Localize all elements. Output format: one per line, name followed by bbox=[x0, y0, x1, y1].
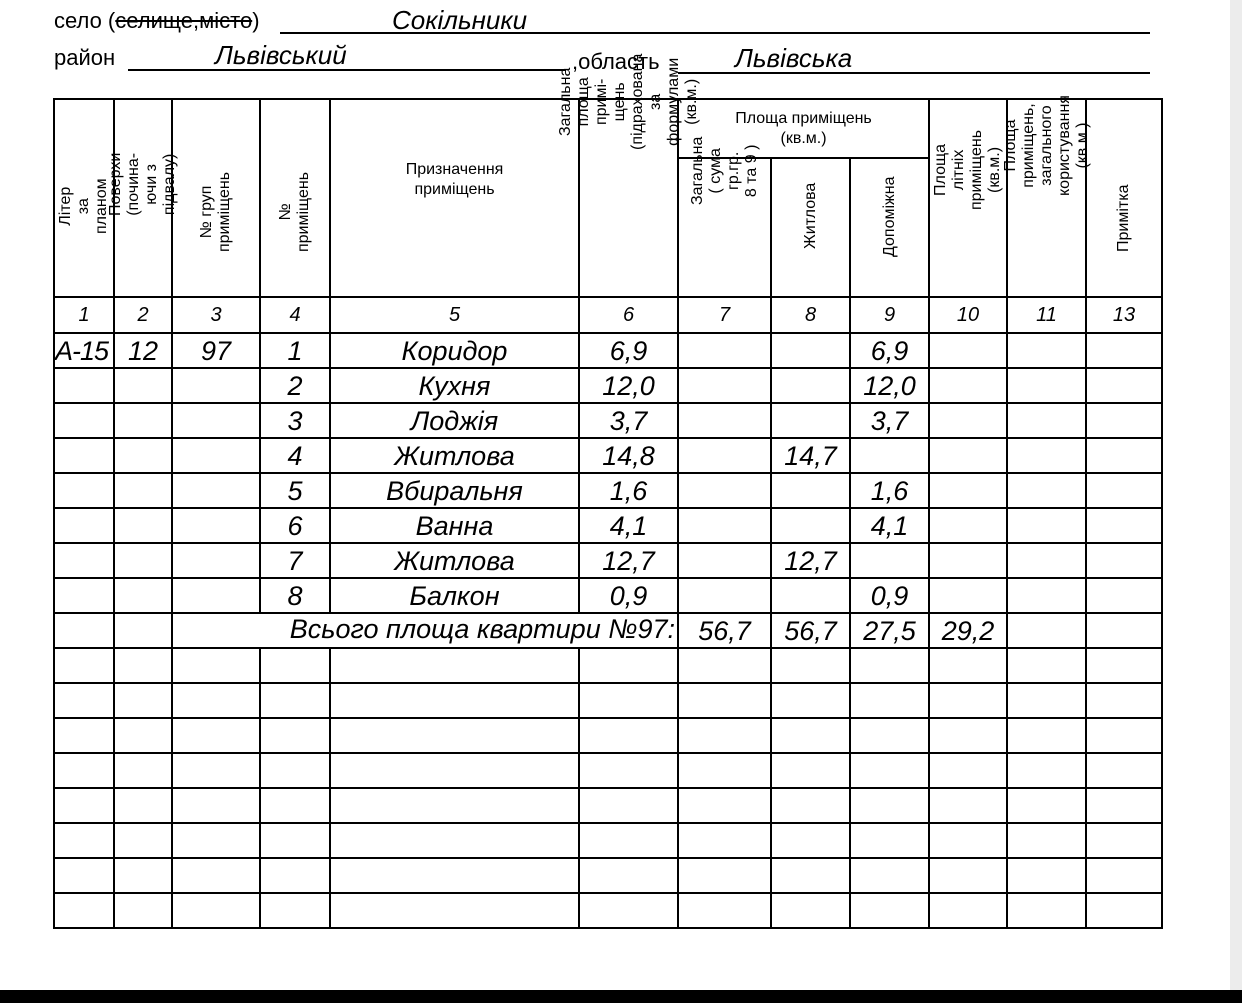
table-row bbox=[54, 403, 1162, 438]
col-summer-title: Площа літніх приміщень (кв.м.) bbox=[932, 129, 1004, 210]
blank-row bbox=[54, 788, 1162, 823]
col-floor-header bbox=[107, 99, 178, 297]
cell-living: 14,7 bbox=[771, 438, 850, 473]
cell-aux bbox=[850, 543, 929, 578]
cell-floor bbox=[114, 473, 172, 508]
cell-aux: 1,6 bbox=[850, 473, 929, 508]
empty-cell bbox=[678, 473, 771, 508]
empty-cell bbox=[850, 788, 929, 823]
col-common-title: Площа приміщень, загального користування (кв.м.) bbox=[1001, 95, 1091, 196]
empty-cell bbox=[54, 683, 114, 718]
empty-cell bbox=[54, 858, 114, 893]
empty-cell bbox=[929, 508, 1007, 543]
cell-aux bbox=[850, 438, 929, 473]
empty-cell bbox=[1086, 403, 1162, 438]
empty-cell bbox=[54, 648, 114, 683]
cell-aux: 6,9 bbox=[850, 333, 929, 368]
empty-cell bbox=[1007, 543, 1086, 578]
empty-cell bbox=[850, 893, 929, 928]
village-value: Сокільники bbox=[392, 5, 528, 35]
empty-cell bbox=[929, 788, 1007, 823]
empty-cell bbox=[330, 683, 579, 718]
empty-cell bbox=[678, 508, 771, 543]
cell-no: 1 bbox=[260, 333, 330, 368]
empty-cell bbox=[1086, 508, 1162, 543]
cell-living bbox=[771, 403, 850, 438]
empty-cell bbox=[1086, 823, 1162, 858]
col-liter-title: Літер за планом bbox=[57, 178, 110, 234]
empty-cell bbox=[1086, 788, 1162, 823]
col-liter-header bbox=[54, 99, 114, 297]
empty-cell bbox=[678, 858, 771, 893]
col-living-title: Житлова bbox=[801, 182, 819, 249]
cell-living bbox=[771, 333, 850, 368]
empty-cell bbox=[1086, 578, 1162, 613]
cell-no: 7 bbox=[260, 543, 330, 578]
empty-cell bbox=[1007, 823, 1086, 858]
cell-group bbox=[172, 403, 260, 438]
empty-cell bbox=[771, 858, 850, 893]
col-number: 8 bbox=[771, 297, 850, 333]
col-note-header bbox=[1086, 99, 1162, 297]
summary-living: 27,5 bbox=[850, 613, 929, 648]
village-label-close: ) bbox=[252, 8, 260, 33]
empty-cell bbox=[1007, 333, 1086, 368]
empty-cell bbox=[929, 543, 1007, 578]
blank-row bbox=[54, 718, 1162, 753]
empty-cell bbox=[260, 788, 330, 823]
empty-cell bbox=[579, 648, 678, 683]
empty-cell bbox=[1086, 333, 1162, 368]
col-note-title: Примітка bbox=[1115, 184, 1133, 252]
col-summer-header bbox=[929, 99, 1007, 297]
blank-row bbox=[54, 683, 1162, 718]
empty-cell bbox=[1086, 648, 1162, 683]
empty-cell bbox=[330, 788, 579, 823]
table-row bbox=[54, 333, 1162, 368]
table-row bbox=[54, 508, 1162, 543]
col-common-header bbox=[1001, 95, 1091, 297]
empty-cell bbox=[54, 823, 114, 858]
empty-cell bbox=[1007, 508, 1086, 543]
empty-cell bbox=[330, 648, 579, 683]
empty-cell bbox=[579, 858, 678, 893]
col-number: 10 bbox=[929, 297, 1007, 333]
empty-cell bbox=[929, 648, 1007, 683]
empty-cell bbox=[1007, 403, 1086, 438]
empty-cell bbox=[678, 368, 771, 403]
cell-living: 12,7 bbox=[771, 543, 850, 578]
cell-group bbox=[172, 543, 260, 578]
empty-cell bbox=[771, 718, 850, 753]
cell-liter bbox=[54, 543, 114, 578]
cell-group: 97 bbox=[172, 333, 260, 368]
empty-cell bbox=[1007, 683, 1086, 718]
empty-cell bbox=[260, 893, 330, 928]
empty-cell bbox=[172, 788, 260, 823]
cell-total: 6,9 bbox=[579, 333, 678, 368]
empty-cell bbox=[929, 368, 1007, 403]
empty-cell bbox=[929, 403, 1007, 438]
cell-aux: 3,7 bbox=[850, 403, 929, 438]
cell-name: Балкон bbox=[330, 578, 579, 613]
empty-cell bbox=[114, 718, 172, 753]
empty-cell bbox=[929, 333, 1007, 368]
cell-living bbox=[771, 578, 850, 613]
empty-cell bbox=[172, 648, 260, 683]
blank-row bbox=[54, 823, 1162, 858]
cell-floor bbox=[114, 438, 172, 473]
district-value: Львівський bbox=[215, 40, 347, 70]
area-group-title: Площа приміщень (кв.м.) bbox=[735, 109, 872, 147]
village-label-text: село ( bbox=[54, 8, 116, 33]
empty-cell bbox=[114, 753, 172, 788]
cell-group bbox=[172, 438, 260, 473]
cell-liter bbox=[54, 473, 114, 508]
empty-cell bbox=[1007, 473, 1086, 508]
cell-no: 4 bbox=[260, 438, 330, 473]
summary-empty-cell bbox=[1086, 613, 1162, 648]
cell-no: 6 bbox=[260, 508, 330, 543]
col-floor-title: Поверхи (почина- ючи з підвалу) bbox=[107, 152, 178, 216]
empty-cell bbox=[929, 823, 1007, 858]
table-row bbox=[54, 543, 1162, 578]
col-number: 13 bbox=[1086, 297, 1162, 333]
empty-cell bbox=[929, 858, 1007, 893]
table-row bbox=[54, 438, 1162, 473]
cell-group bbox=[172, 578, 260, 613]
empty-cell bbox=[172, 718, 260, 753]
blank-row bbox=[54, 893, 1162, 928]
empty-cell bbox=[1086, 473, 1162, 508]
cell-name: Кухня bbox=[330, 368, 579, 403]
col-number: 3 bbox=[172, 297, 260, 333]
empty-cell bbox=[1086, 753, 1162, 788]
cell-group bbox=[172, 473, 260, 508]
empty-cell bbox=[260, 648, 330, 683]
col-sum-title: Загальна ( сума гр.гр. 8 та 9 ) bbox=[688, 136, 760, 205]
empty-cell bbox=[330, 718, 579, 753]
village-label bbox=[54, 8, 260, 34]
col-group-title: № груп приміщень bbox=[198, 171, 233, 252]
cell-floor: 12 bbox=[114, 333, 172, 368]
col-total-area-title: Загальна площа примі- щень (підрахована за формулами (кв.м.) bbox=[556, 53, 700, 150]
empty-cell bbox=[172, 823, 260, 858]
summary-total: 56,7 bbox=[678, 613, 771, 648]
cell-total: 3,7 bbox=[579, 403, 678, 438]
empty-cell bbox=[172, 858, 260, 893]
cell-living bbox=[771, 368, 850, 403]
empty-cell bbox=[260, 753, 330, 788]
summary-empty-cell bbox=[54, 613, 114, 648]
empty-cell bbox=[1007, 858, 1086, 893]
empty-cell bbox=[579, 718, 678, 753]
cell-no: 3 bbox=[260, 403, 330, 438]
col-number: 1 bbox=[54, 297, 114, 333]
village-type-strikethrough: селище,місто bbox=[115, 8, 253, 33]
col-aux-header bbox=[850, 158, 929, 297]
empty-cell bbox=[678, 438, 771, 473]
empty-cell bbox=[771, 683, 850, 718]
col-group-header bbox=[172, 99, 260, 297]
district-underline bbox=[128, 69, 566, 71]
empty-cell bbox=[54, 718, 114, 753]
empty-cell bbox=[1007, 578, 1086, 613]
cell-liter bbox=[54, 438, 114, 473]
col-number: 11 bbox=[1007, 297, 1086, 333]
region-value: Львівська bbox=[735, 43, 853, 73]
empty-cell bbox=[678, 543, 771, 578]
empty-cell bbox=[54, 788, 114, 823]
cell-total: 4,1 bbox=[579, 508, 678, 543]
cell-liter bbox=[54, 578, 114, 613]
empty-cell bbox=[172, 753, 260, 788]
empty-cell bbox=[850, 753, 929, 788]
cell-aux: 12,0 bbox=[850, 368, 929, 403]
empty-cell bbox=[678, 578, 771, 613]
empty-cell bbox=[1086, 368, 1162, 403]
col-number: 9 bbox=[850, 297, 929, 333]
empty-cell bbox=[260, 683, 330, 718]
empty-cell bbox=[771, 788, 850, 823]
empty-cell bbox=[114, 893, 172, 928]
summary-label-cell bbox=[172, 613, 678, 648]
col-number: 4 bbox=[260, 297, 330, 333]
summary-empty-cell bbox=[1007, 613, 1086, 648]
cell-liter: А-15 bbox=[54, 333, 114, 368]
empty-cell bbox=[114, 823, 172, 858]
cell-floor bbox=[114, 403, 172, 438]
cell-total: 0,9 bbox=[579, 578, 678, 613]
cell-liter bbox=[54, 368, 114, 403]
col-living-header bbox=[771, 158, 850, 297]
header-row bbox=[54, 99, 1162, 158]
blank-row bbox=[54, 858, 1162, 893]
col-aux-title: Допоміжна bbox=[880, 176, 898, 257]
empty-cell bbox=[850, 858, 929, 893]
empty-cell bbox=[172, 893, 260, 928]
empty-cell bbox=[678, 788, 771, 823]
col-purpose-title: Призначення приміщень bbox=[405, 161, 504, 198]
empty-cell bbox=[172, 683, 260, 718]
cell-total: 12,7 bbox=[579, 543, 678, 578]
cell-group bbox=[172, 508, 260, 543]
col-sum-header bbox=[678, 136, 771, 297]
summary-sum: 56,7 bbox=[771, 613, 850, 648]
column-numbers-row bbox=[54, 297, 1162, 333]
empty-cell bbox=[260, 858, 330, 893]
col-number: 5 bbox=[330, 297, 579, 333]
empty-cell bbox=[114, 648, 172, 683]
cell-floor bbox=[114, 508, 172, 543]
cell-floor bbox=[114, 368, 172, 403]
page-edge bbox=[1230, 0, 1242, 990]
blank-row bbox=[54, 648, 1162, 683]
empty-cell bbox=[929, 683, 1007, 718]
cell-name: Вбиральня bbox=[330, 473, 579, 508]
table-row bbox=[54, 473, 1162, 508]
empty-cell bbox=[850, 823, 929, 858]
empty-cell bbox=[260, 823, 330, 858]
empty-cell bbox=[54, 893, 114, 928]
cell-no: 2 bbox=[260, 368, 330, 403]
cell-liter bbox=[54, 403, 114, 438]
cell-name: Коридор bbox=[330, 333, 579, 368]
empty-cell bbox=[850, 648, 929, 683]
region-label: ,область bbox=[572, 49, 660, 74]
empty-cell bbox=[330, 823, 579, 858]
empty-cell bbox=[929, 578, 1007, 613]
empty-cell bbox=[678, 718, 771, 753]
blank-row bbox=[54, 753, 1162, 788]
empty-cell bbox=[929, 473, 1007, 508]
table-row bbox=[54, 368, 1162, 403]
empty-cell bbox=[114, 683, 172, 718]
summary-label: Всього площа квартири №97: bbox=[289, 614, 675, 644]
col-room-no-title: № приміщень bbox=[277, 171, 312, 252]
empty-cell bbox=[1007, 788, 1086, 823]
empty-cell bbox=[771, 893, 850, 928]
empty-cell bbox=[1086, 683, 1162, 718]
cell-aux: 4,1 bbox=[850, 508, 929, 543]
empty-cell bbox=[330, 753, 579, 788]
empty-cell bbox=[771, 648, 850, 683]
cell-total: 1,6 bbox=[579, 473, 678, 508]
empty-cell bbox=[929, 893, 1007, 928]
empty-cell bbox=[929, 718, 1007, 753]
summary-aux: 29,2 bbox=[929, 613, 1007, 648]
cell-aux: 0,9 bbox=[850, 578, 929, 613]
summary-row bbox=[54, 613, 1162, 648]
empty-cell bbox=[1086, 858, 1162, 893]
empty-cell bbox=[850, 718, 929, 753]
empty-cell bbox=[771, 823, 850, 858]
district-label: район bbox=[54, 45, 116, 70]
cell-no: 8 bbox=[260, 578, 330, 613]
empty-cell bbox=[929, 438, 1007, 473]
empty-cell bbox=[114, 858, 172, 893]
empty-cell bbox=[678, 823, 771, 858]
cell-total: 12,0 bbox=[579, 368, 678, 403]
empty-cell bbox=[678, 893, 771, 928]
col-room-no-header bbox=[260, 99, 330, 297]
empty-cell bbox=[929, 753, 1007, 788]
cell-no: 5 bbox=[260, 473, 330, 508]
empty-cell bbox=[771, 753, 850, 788]
empty-cell bbox=[1007, 368, 1086, 403]
empty-cell bbox=[678, 333, 771, 368]
col-number: 6 bbox=[579, 297, 678, 333]
empty-cell bbox=[54, 753, 114, 788]
empty-cell bbox=[260, 718, 330, 753]
cell-group bbox=[172, 368, 260, 403]
empty-cell bbox=[579, 788, 678, 823]
col-number: 7 bbox=[678, 297, 771, 333]
cell-floor bbox=[114, 543, 172, 578]
empty-cell bbox=[1007, 438, 1086, 473]
empty-cell bbox=[678, 683, 771, 718]
empty-cell bbox=[579, 753, 678, 788]
empty-cell bbox=[1007, 718, 1086, 753]
empty-cell bbox=[1086, 438, 1162, 473]
empty-cell bbox=[1007, 893, 1086, 928]
empty-cell bbox=[678, 753, 771, 788]
summary-empty-cell bbox=[114, 613, 172, 648]
empty-cell bbox=[579, 893, 678, 928]
empty-cell bbox=[579, 823, 678, 858]
empty-cell bbox=[1086, 893, 1162, 928]
empty-cell bbox=[330, 858, 579, 893]
empty-cell bbox=[1007, 753, 1086, 788]
table-row bbox=[54, 578, 1162, 613]
cell-name: Житлова bbox=[330, 543, 579, 578]
empty-cell bbox=[1007, 648, 1086, 683]
empty-cell bbox=[678, 403, 771, 438]
empty-cell bbox=[678, 648, 771, 683]
cell-floor bbox=[114, 578, 172, 613]
bottom-bar bbox=[0, 990, 1242, 1003]
cell-name: Лоджія bbox=[330, 403, 579, 438]
col-purpose-header bbox=[330, 99, 579, 297]
cell-name: Житлова bbox=[330, 438, 579, 473]
cell-liter bbox=[54, 508, 114, 543]
cell-living bbox=[771, 508, 850, 543]
empty-cell bbox=[330, 893, 579, 928]
cell-name: Ванна bbox=[330, 508, 579, 543]
empty-cell bbox=[114, 788, 172, 823]
empty-cell bbox=[1086, 718, 1162, 753]
cell-total: 14,8 bbox=[579, 438, 678, 473]
col-number: 2 bbox=[114, 297, 172, 333]
cell-living bbox=[771, 473, 850, 508]
empty-cell bbox=[579, 683, 678, 718]
empty-cell bbox=[850, 683, 929, 718]
empty-cell bbox=[1086, 543, 1162, 578]
